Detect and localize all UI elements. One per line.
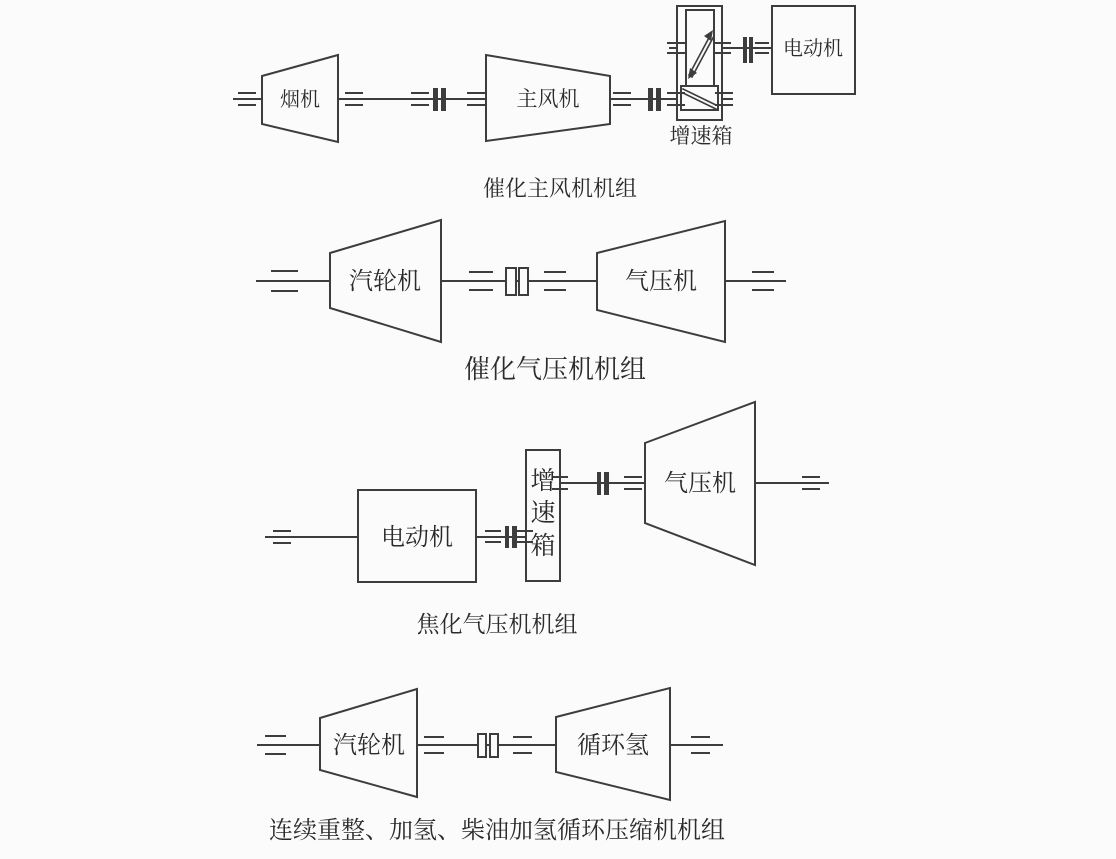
diagram-caption: 催化主风机机组: [482, 176, 638, 201]
steam-turbine-label: 汽轮机: [349, 268, 421, 295]
gearbox-label-char: 增: [530, 467, 556, 495]
gearbox-label: 增速箱: [669, 125, 733, 148]
gearbox-symbol: [668, 6, 732, 120]
motor-label: 电动机: [381, 524, 453, 551]
diagram-caption: 连续重整、加氢、柴油加氢循环压缩机机组: [269, 817, 725, 844]
gas-compressor-label: 气压机: [664, 470, 736, 497]
diagram-recycle-hydrogen-compressor-unit: [258, 688, 725, 844]
coupling-symbol: [506, 268, 528, 295]
recycle-hydrogen-compressor-label: 循环氢: [577, 732, 649, 759]
gearbox-label-char: 箱: [530, 532, 556, 560]
steam-turbine-label: 汽轮机: [333, 732, 405, 759]
flue-gas-turbine-label: 烟机: [280, 89, 320, 111]
gearbox-label-char: 速: [530, 499, 556, 527]
gas-compressor-label: 气压机: [625, 268, 697, 295]
coupling-symbol: [743, 37, 753, 63]
motor-label: 电动机: [783, 38, 843, 60]
diagram-catalytic-gas-compressor-unit: [257, 220, 785, 384]
gearbox-symbol: [518, 450, 567, 581]
diagram-caption: 焦化气压机机组: [416, 611, 578, 637]
diagram-caption: 催化气压机机组: [463, 354, 647, 384]
main-blower-label: 主风机: [516, 88, 580, 111]
diagram-coking-gas-compressor-unit: [266, 402, 828, 637]
diagram-catalytic-main-blower-unit: [234, 6, 855, 201]
